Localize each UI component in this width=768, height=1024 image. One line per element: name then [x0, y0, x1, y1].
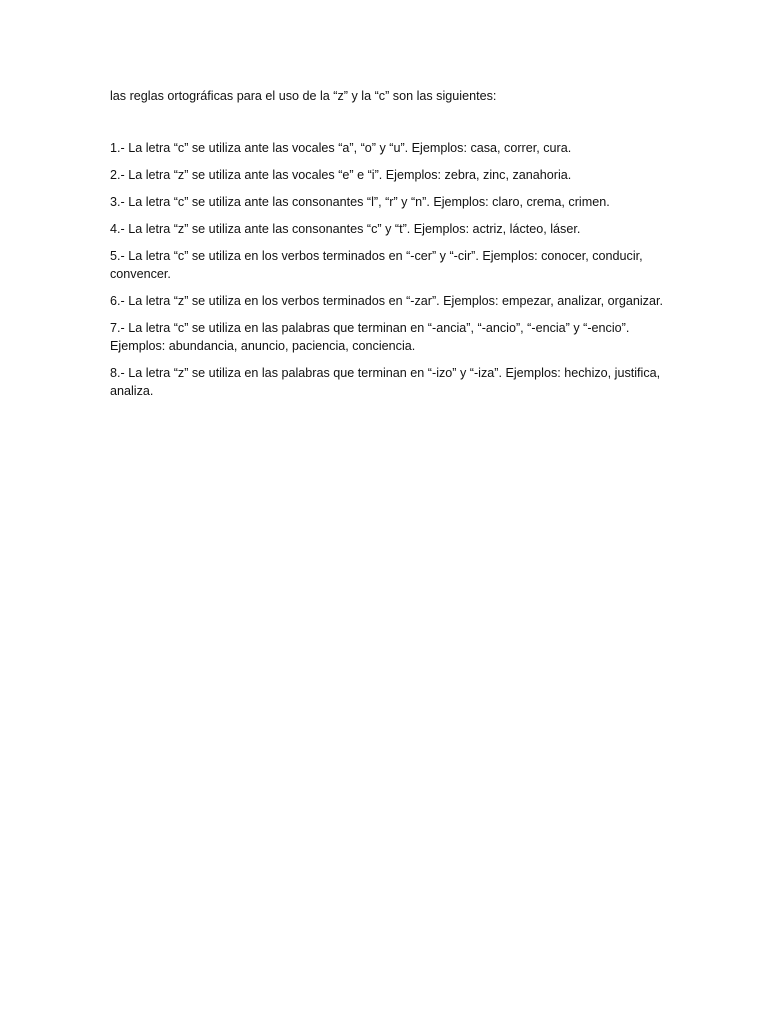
- rule-item-2: 2.- La letra “z” se utiliza ante las vocales “e” e “i”. Ejemplos: zebra, zinc, zanahoria.: [110, 168, 572, 182]
- rule-item-1: 1.- La letra “c” se utiliza ante las vocales “a”, “o” y “u”. Ejemplos: casa, correr, cura.: [110, 141, 572, 155]
- rule-item-3: 3.- La letra “c” se utiliza ante las consonantes “l”, “r” y “n”. Ejemplos: claro, crema, crimen.: [110, 195, 610, 209]
- rule-item-6: 6.- La letra “z” se utiliza en los verbos terminados en “-zar”. Ejemplos: empezar, analizar, organizar.: [110, 294, 663, 308]
- rule-item-8: 8.- La letra “z” se utiliza en las palabras que terminan en “-izo” y “-iza”. Ejemplos: hechizo, justifica, analiza.: [110, 366, 661, 398]
- intro-paragraph: las reglas ortográficas para el uso de la “z” y la “c” son las siguientes:: [110, 89, 497, 103]
- rule-item-7: 7.- La letra “c” se utiliza en las palabras que terminan en “-ancia”, “-ancio”, “-encia” y “-encio”. Ejemplos: abundancia, anuncio, paciencia, conciencia.: [110, 321, 630, 353]
- rule-item-5: 5.- La letra “c” se utiliza en los verbos terminados en “-cer” y “-cir”. Ejemplos: conocer, conducir, convencer.: [110, 249, 643, 281]
- document-body: [110, 87, 670, 409]
- rule-item-4: 4.- La letra “z” se utiliza ante las consonantes “c” y “t”. Ejemplos: actriz, lácteo, láser.: [110, 222, 581, 236]
